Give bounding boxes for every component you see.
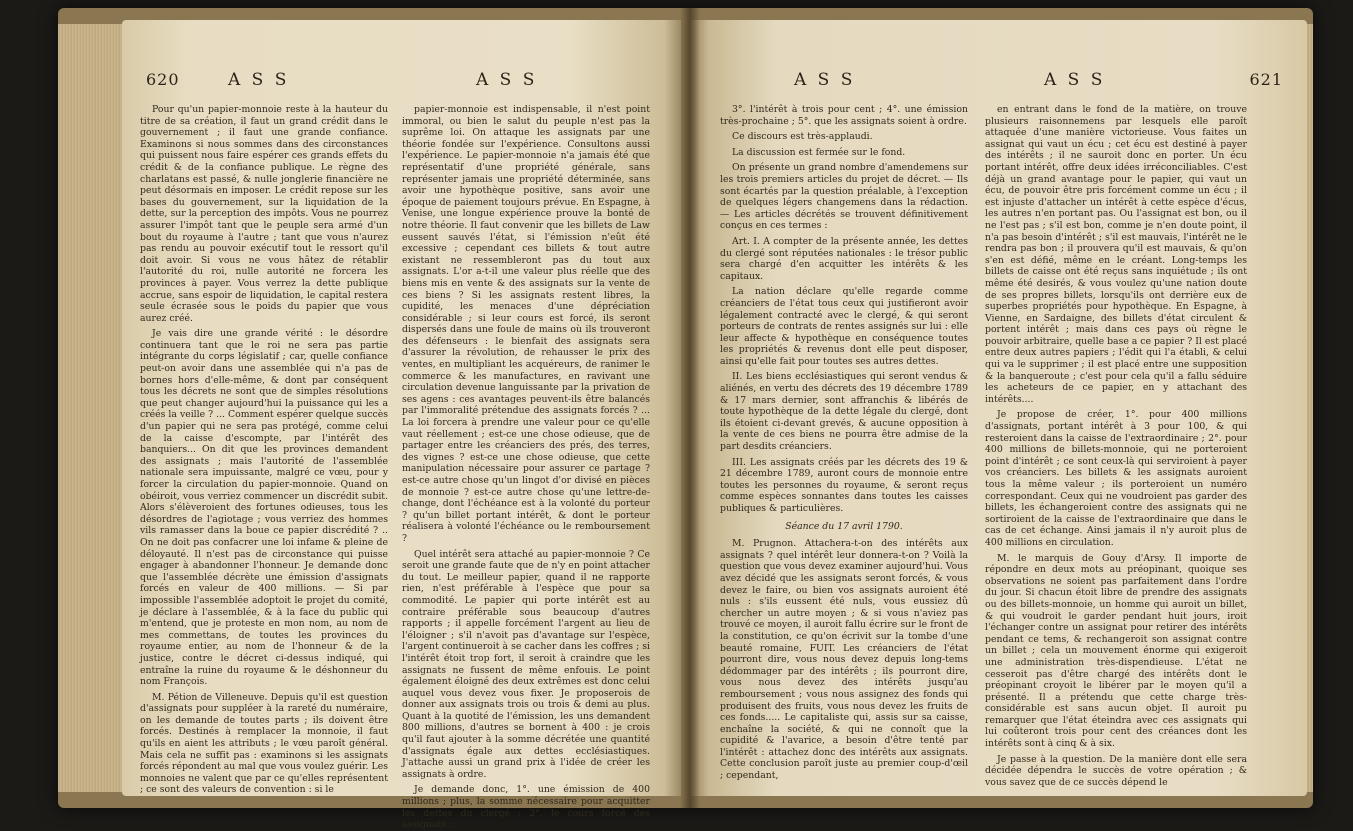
paragraph: 3°. l'intérêt à trois pour cent ; 4°. une émission très-prochaine ; 5°. que les assignats soient à ordre.: [720, 104, 968, 127]
left-running-head-2: A S S: [476, 70, 538, 90]
paragraph: Art. I. A compter de la présente année, les dettes du clergé sont réputées nationales : le trésor public sera chargé d'en acquitter les intérêts & les capitaux.: [720, 235, 968, 282]
left-column-2: [402, 104, 650, 831]
left-page-edges: [58, 24, 122, 792]
right-running-head-2: A S S: [1044, 70, 1106, 90]
right-page-edges: [1307, 24, 1313, 792]
paragraph: La discussion est fermée sur le fond.: [732, 146, 906, 158]
paragraph: Je passe à la question. De la manière dont elle sera décidée dépendra le succès de votre opération ; & vous savez que de ce succès dépend le: [985, 753, 1247, 788]
left-column-1: [140, 104, 388, 796]
left-page: [122, 20, 681, 831]
open-book: [58, 8, 1313, 831]
right-column-1: [720, 104, 968, 784]
paragraph: Pour qu'un papier-monnoie reste à la hauteur du titre de sa création, il faut un grand crédit dans le gouvernement ; il faut une grande confiance. Examinons si nous sommes dans des circonstances qui puissent nous faire espérer ces grands effets du crédit & de la confiance publique. Le règne des charlatans est passé, & nulle jonglerie financière ne peut désormais en imposer. Le crédit repose sur les bases du gouvernement, sur la liquidation de la dette, sur la perception des impôts. Vous ne pourrez assurer l'impôt tant que le peuple sera armé d'un bout du royaume à l'autre ; tant que vous n'aurez pas rendu au pouvoir exécutif tout le ressort qu'il doit avoir. Si vous ne vous hâtez de rétablir l'autorité du roi, nulle autorité ne forcera les provinces à payer. Vous verrez la dette publique accrue, sans espoir de liquidation, le capital restera seule écrasée sous le poids du papier que vous aurez créé.: [140, 104, 388, 324]
right-column-2: [985, 104, 1247, 788]
right-running-head-1: A S S: [794, 70, 856, 90]
left-running-head-1: A S S: [228, 70, 290, 90]
paragraph: On présente un grand nombre d'amendemens sur les trois premiers articles du projet de décret. — Ils sont écartés par la question préalable, à l'exception de quelques légers changemens dans la rédaction. — Les articles décrétés se trouvent définitivement conçus en ces termes :: [720, 162, 968, 232]
paragraph: Je demande donc, 1°. une émission de 400 millions ; plus, la somme nécessaire pour acquitter les dettes du clergé ; 2°. le cours forcé des assignats ;: [402, 784, 650, 831]
paragraph: M. le marquis de Gouy d'Arsy. Il importe de répondre en deux mots au préopinant, quoique ses observations ne soient pas parfaitement dans l'ordre du jour. Si chacun étoit libre de prendre des assignats ou des billets-monnoie, un homme qui auroit un billet, & qui voudroit le garder pendant huit jours, iroit l'échanger contre un assignat pour retirer des intérêts pendant ce tems, & rechangeroit son assignat contre un billet ; cela un mouvement énorme qui exigeroit une administration très-dispendieuse. L'état ne cesseroit pas d'être chargé des intérêts dont le préopinant croyoit le libérer par le moyen qu'il a présenté. Il a prétendu que cette charge très-considérable est sans aucun objet. Il auroit pu remarquer que l'état éteindra avec ces assignats qui lui coûteront trois pour cent des créances dont les intérêts sont à cinq & à six.: [985, 552, 1247, 750]
paragraph: Ce discours est très-applaudi.: [732, 131, 873, 143]
paragraph: en entrant dans le fond de la matière, on trouve plusieurs raisonnemens par lesquels elle paroît attaquée d'une manière victorieuse. Vous faites un assignat qui vaut un écu ; cet écu est destiné à payer des intérêts ; il ne sauroit donc en porter. Un écu portant intérêt, offre deux idées irréconciliables. C'est déjà un grand avantage pour le papier, qui vaut un écu, de pouvoir être pris forcément comme un écu ; il est injuste d'attacher un intérêt à cette espèce d'écus, les autres n'en portant pas. Ou l'assignat est bon, ou il ne l'est pas ; s'il est bon, comme je n'en doute point, il n'a pas besoin d'intérêt ; s'il est mauvais, l'intérêt ne le rendra pas bon ; il prouvera qu'il est mauvais, & qu'on s'en est défié, même en le créant. Long-temps les billets de caisse ont été reçus sans inquiétude ; ils ont même été desirés, & vous voulez qu'une nation doute de ses propres billets, lorsqu'ils ont derrière eux de superbes propriétés pour hypothèque. En Espagne, à Vienne, en Sardaigne, des billets d'état circulent & portent intérêt ; mais dans ces pays où règne le pouvoir arbitraire, quelle base a ce papier ? Il est placé entre deux autres papiers ; l'édit qui l'a établi, & celui qui va le supprimer ; il est placé entre une supposition & la banqueroute ; c'est pour cela qu'il a fallu séduire les acheteurs de ce papier, en y attachant des intérêts....: [985, 104, 1247, 405]
paragraph: M. Pétion de Villeneuve. Depuis qu'il est question d'assignats pour suppléer à la rareté du numéraire, on les demande de toutes parts ; ils doivent être forcés. Destinés à remplacer la monnoie, il faut qu'ils en aient les attributs ; le vœu paroît général. Mais cela ne suffit pas : examinons si les assignats forcés répondent au mal que vous voulez guérir. Les monnoies ne valent que par ce qu'elles représentent ; ce sont des valeurs de convention : si le: [140, 691, 388, 796]
right-running-header: [714, 70, 1283, 94]
paragraph: M. Prugnon. Attachera-t-on des intérêts aux assignats ? quel intérêt leur donnera-t-on ? Voilà la question que vous devez examiner aujourd'hui. Vous avez décidé que les assignats seront forcés, & vous devez le faire, ou bien vos assignats auroient été nuls : s'ils eussent été nuls, vous eussiez dû chercher un autre moyen ; & si vous n'aviez pas trouvé ce moyen, il auroit fallu écrire sur le front de la constitution, ce qu'on écrivit sur la tombe d'une beauté romaine, FUIT. Les créanciers de l'état pourront dire, vous nous devez depuis long-tems dédommager par des intérêts ; ils pourront dire, vous nous devez des intérêts jusqu'au remboursement ; vous nous assignez des fonds qui produisent des fruits, vous nous devez les fruits de ces fonds..... Le capitaliste qui, assis sur sa caisse, enchaîne la société, & qui ne connoît que la cupidité & l'avarice, a besoin d'être tenté par l'intérêt : attachez donc des intérêts aux assignats. Cette conclusion paroît juste au premier coup-d'œil ; cependant,: [720, 538, 968, 782]
paragraph: papier-monnoie est indispensable, il n'est point immoral, ou bien le salut du peuple n'est pas la suprême loi. On attaque les assignats par une théorie fondée sur l'expérience. Consultons aussi l'expérience. Le papier-monnoie n'a jamais été que représentatif d'une propriété générale, sans représenter jamais une propriété déterminée, sans avoir une hypothèque positive, sans avoir une époque de paiement toujours prévue. En Espagne, à Venise, une longue expérience prouve la bonté de notre théorie. Il faut convenir que les billets de Law eussent sauvés l'état, si l'émission n'eût été excessive ; cependant ces billets & tout autre existant ne ressembleront pas du tout aux assignats. L'or a-t-il une valeur plus réelle que des biens mis en vente & des assignats sur la vente de ces biens ? Si les assignats restent libres, la cupidité, les menaces d'une dépréciation considérable ; si leur cours est forcé, ils seront dispersés dans une foule de mains où ils trouveront des défenseurs : le bienfait des assignats sera d'assurer la révolution, de rehausser le prix des ventes, en multipliant les acquéreurs, de ranimer le commerce & les manufactures, en ravivant une circulation devenue languissante par la privation de ses agens : ces avantages peuvent-ils être balancés par l'immoralité prétendue des assignats forcés ? ... La loi forcera à prendre une valeur pour ce qu'elle vaut réellement ; est-ce une chose odieuse, que de partager entre les créanciers des prés, des terres, des vignes ? est-ce une chose odieuse, que cette manipulation nécessaire pour assurer ce partage ? est-ce autre chose qu'un lingot d'or divisé en pièces de monnoie ? est-ce autre chose qu'une lettre-de-change, dont l'échéance est à la volonté du porteur ? qu'un billet portant intérêt, & dont le porteur réalisera à volonté l'échéance ou le remboursement ?: [402, 104, 650, 544]
paragraph: Je vais dire une grande vérité : le désordre continuera tant que le roi ne sera pas partie intégrante du corps législatif ; car, quelle confiance peut-on avoir dans une assemblée qui n'a pas de bornes hors d'elle-même, & dont par conséquent tous les décrets ne sont que de simples résolutions que peut changer aujourd'hui la puissance qui les a créés la veille ? ... Comment espérer quelque succès d'un papier qui ne sera pas protégé, comme celui de la caisse d'escompte, par l'intérêt des banquiers... On dit que les provinces demandent des assignats ; mais l'autorité de l'assemblée nationale sera impuissante, malgré ce vœu, pour y forcer la circulation du papier-monnoie. Quand on obéiroit, vous verriez commencer un discrédit subit. Alors s'élèveroient des fortunes odieuses, tous les désordres de l'agiotage ; vous verriez des hommes vils ramasser dans la boue ce papier discrédité ? .. On ne doit pas confacrer une loi infame & pleine de déloyauté. Il n'est pas de circonstance qui puisse engager à abandonner l'honneur. Je demande donc que l'assemblée décrète une émission d'assignats forcés en valeur de 400 millions. — Si par impossible l'assemblée adoptoit le projet du comité, je déclare à l'assemblée, & à la face du public qui m'entend, que je proteste en mon nom, au nom de mes commettans, de toutes les provinces du royaume entier, au nom de l'honneur & de la justice, contre le décret ci-dessus indiqué, qui entraîne la ruine du royaume & le déshonneur du nom François.: [140, 328, 388, 688]
session-heading: Séance du 17 avril 1790.: [785, 520, 903, 532]
right-page: [690, 20, 1307, 796]
paragraph: III. Les assignats créés par les décrets des 19 & 21 décembre 1789, auront cours de monnoie entre toutes les personnes du royaume, & seront reçus comme espèces sonnantes dans toutes les caisses publiques & particulières.: [720, 456, 968, 514]
left-page-number: 620: [146, 70, 180, 89]
paragraph: Je propose de créer, 1°. pour 400 millions d'assignats, portant intérêt à 3 pour 100, & qui resteroient dans la caisse de l'extraordinaire ; 2°. pour 400 millions de billets-monnoie, qui ne porteroient point d'intérêt ; ce sont ceux-là qui serviroient à payer vos créanciers. Les billets & les assignats auroient tous la même valeur ; ils porteroient un numéro correspondant. Ceux qui ne voudroient pas garder des billets, les échangeroient contre des assignats qui ne sortiroient de la caisse de l'extraordinaire que dans le cas de cet échange. Ainsi jamais il n'y auroit plus de 400 millions en circulation.: [985, 409, 1247, 548]
left-running-header: [146, 70, 657, 94]
book-gutter: [680, 8, 700, 808]
paragraph: II. Les biens ecclésiastiques qui seront vendus & aliénés, en vertu des décrets des 19 décembre 1789 & 17 mars dernier, sont affranchis & libérés de toute hypothèque de la dette légale du clergé, dont ils étoient ci-devant grevés, & aucune opposition à la vente de ces biens ne pourra être admise de la part desdits créanciers.: [720, 371, 968, 453]
paragraph: La nation déclare qu'elle regarde comme créanciers de l'état tous ceux qui justifieront avoir légalement contracté avec le clergé, & qui seront porteurs de contrats de rentes assignés sur lui : elle leur affecte & hypothèque en conséquence toutes les propriétés & revenus dont elle peut disposer, ainsi qu'elle fait pour toutes ses autres dettes.: [720, 286, 968, 367]
right-page-number: 621: [1249, 70, 1283, 89]
paragraph: Quel intérêt sera attaché au papier-monnoie ? Ce seroit une grande faute que de n'y en point attacher du tout. Le meilleur papier, quand il ne rapporte rien, n'est préférable à l'espèce que pour sa commodité. Le papier qui porte intérêt est au contraire préférable sous beaucoup d'autres rapports ; il appelle forcément l'argent au lieu de l'éloigner ; s'il n'avoit pas d'avantage sur l'espèce, l'argent continueroit à se cacher dans les coffres ; si l'intérêt étoit trop fort, il seroit à craindre que les assignats ne fussent de même enfouis. Le point également éloigné des deux extrêmes est donc celui auquel vous devez vous fixer. Je proposerois de donner aux assignats trois ou trois & demi au plus. Quant à la quotité de l'émission, les uns demandent 800 millions, d'autres se bornent à 400 : je crois qu'il faut ajouter à la somme décrétée une quantité d'assignats égale aux dettes ecclésiastiques. J'attache aussi un grand prix à l'idée de créer les assignats à ordre.: [402, 548, 650, 780]
